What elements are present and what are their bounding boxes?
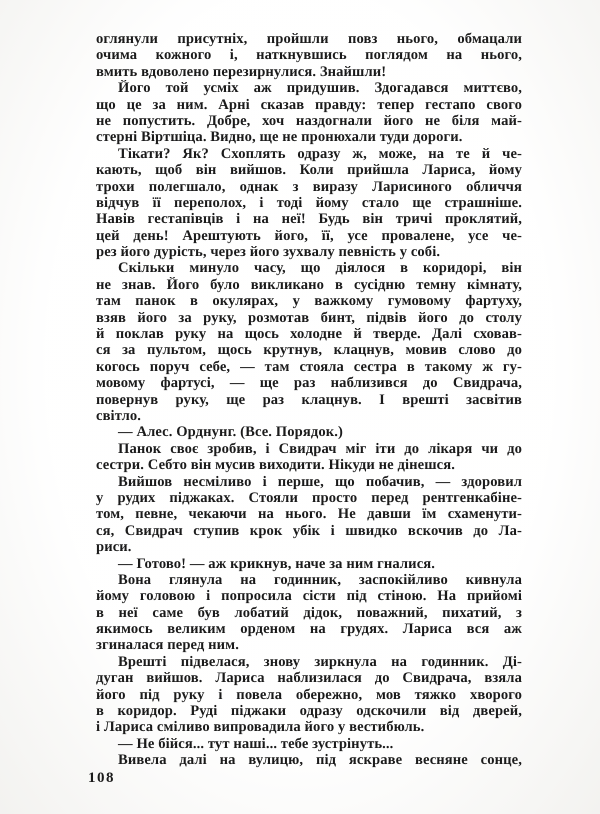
text-line: — Не бійся... тут наші... тебе зустрінуть... [118,735,394,752]
text-line: взяв його за руку, розмотав бинт, підвів його до столу [96,309,522,326]
text-line: — Готово! — аж крикнув, наче за ним гналися. [118,555,436,572]
page-number: 108 [88,770,115,786]
text-line: що це за ним. Арні сказав правду: тепер гестапо свого [96,96,522,113]
text-line: сестри. Себто він мусив виходити. Нікуди не дінешся. [96,457,455,474]
text-line: в коридор. Руді піджаки одразу одскочили від дверей, [96,703,522,720]
text-line: вмить вдоволено перезирнулися. Знайшли! [96,63,387,80]
text-line: якимось великим орденом на грудях. Лариса вся аж [96,621,522,638]
text-line: не знав. Його було викликано в сусідню темну кімнату, [96,276,522,293]
text-line: том, певне, чекаючи на нього. Не давши їм схаменути- [96,506,522,523]
text-line: Скільки минуло часу, що діялося в коридорі, він [118,260,522,277]
text-line: повернув руку, ще раз клацнув. І врешті засвітив [96,391,522,408]
text-line: не попустить. Добре, хоч наздогнали його не біля май- [96,112,522,129]
text-line: кають, щоб він вийшов. Коли прийшла Лариса, йому [96,162,522,179]
text-line: його під руку і повела обережно, мов тяжко хворого [96,686,522,703]
text-line: когось поруч себе, — там стояла сестра в такому ж гу- [96,358,522,375]
text-line: світло. [96,407,142,424]
text-line: згиналася перед ним. [96,637,239,654]
text-line: очима кожного і, наткнувшись поглядом на нього, [96,47,522,64]
text-line: цей день! Арештують його, її, усе провалене, усе че- [96,227,522,244]
text-line: й поклав руку на щось холодне й тверде. Далі сховав- [96,326,522,343]
text-line: оглянули присутніх, пройшли повз нього, обмацали [96,31,522,47]
text-line: трохи полегшало, однак з виразу Ларисиного обличчя [96,178,522,195]
text-line: відчув її переполох, і тоді йому стало ще страшніше. [96,194,522,211]
text-line: дуган вийшов. Лариса наблизилася до Свидрача, взяла [96,670,522,687]
text-line: Тікати? Як? Схоплять одразу ж, може, на те й че- [118,145,522,162]
page-text [96,31,522,769]
text-line: Його той усміх аж придушив. Здогадався миттєво, [118,80,522,97]
text-line: ся, Свидрач ступив крок убік і швидко вскочив до Ла- [96,522,522,539]
text-line: рез його дурість, через його зухвалу певність у собі. [96,244,441,261]
text-line: Вийшов несміливо і перше, що побачив, — здоровил [118,473,522,490]
text-line: йому головою і попросила сісти під стіною. На прийомі [96,588,522,605]
text-line: Панок своє зробив, і Свидрач міг іти до лікаря чи до [118,440,522,457]
text-line: і Лариса сміливо випровадила його у вестибюль. [96,719,425,736]
text-line: Навів гестапівців і на неї! Будь він тричі проклятий, [96,211,522,228]
text-line: у рудих піджаках. Стояли просто перед рентгенкабіне- [96,489,522,506]
text-line: Врешті підвелася, знову зиркнула на годинник. Ді- [118,653,522,670]
text-line: Вона глянула на годинник, заспокійливо кивнула [118,571,522,588]
text-line: ся за пультом, щось крутнув, клацнув, мовив слово до [96,342,522,359]
text-line: стерні Віртшіца. Видно, ще не пронюхали туди дороги. [96,129,463,146]
text-line: Вивела далі на вулицю, під яскраве весняне сонце, [118,752,522,769]
text-line: в неї саме був лобатий дідок, поважний, пихатий, з [96,604,522,621]
text-line: там панок в окулярах, у важкому гумовому фартуху, [96,293,522,310]
text-line: мовому фартусі, — ще раз наблизився до Свидрача, [96,375,522,392]
text-line: — Алес. Орднунг. (Все. Порядок.) [118,424,343,441]
text-line: риси. [96,539,132,556]
